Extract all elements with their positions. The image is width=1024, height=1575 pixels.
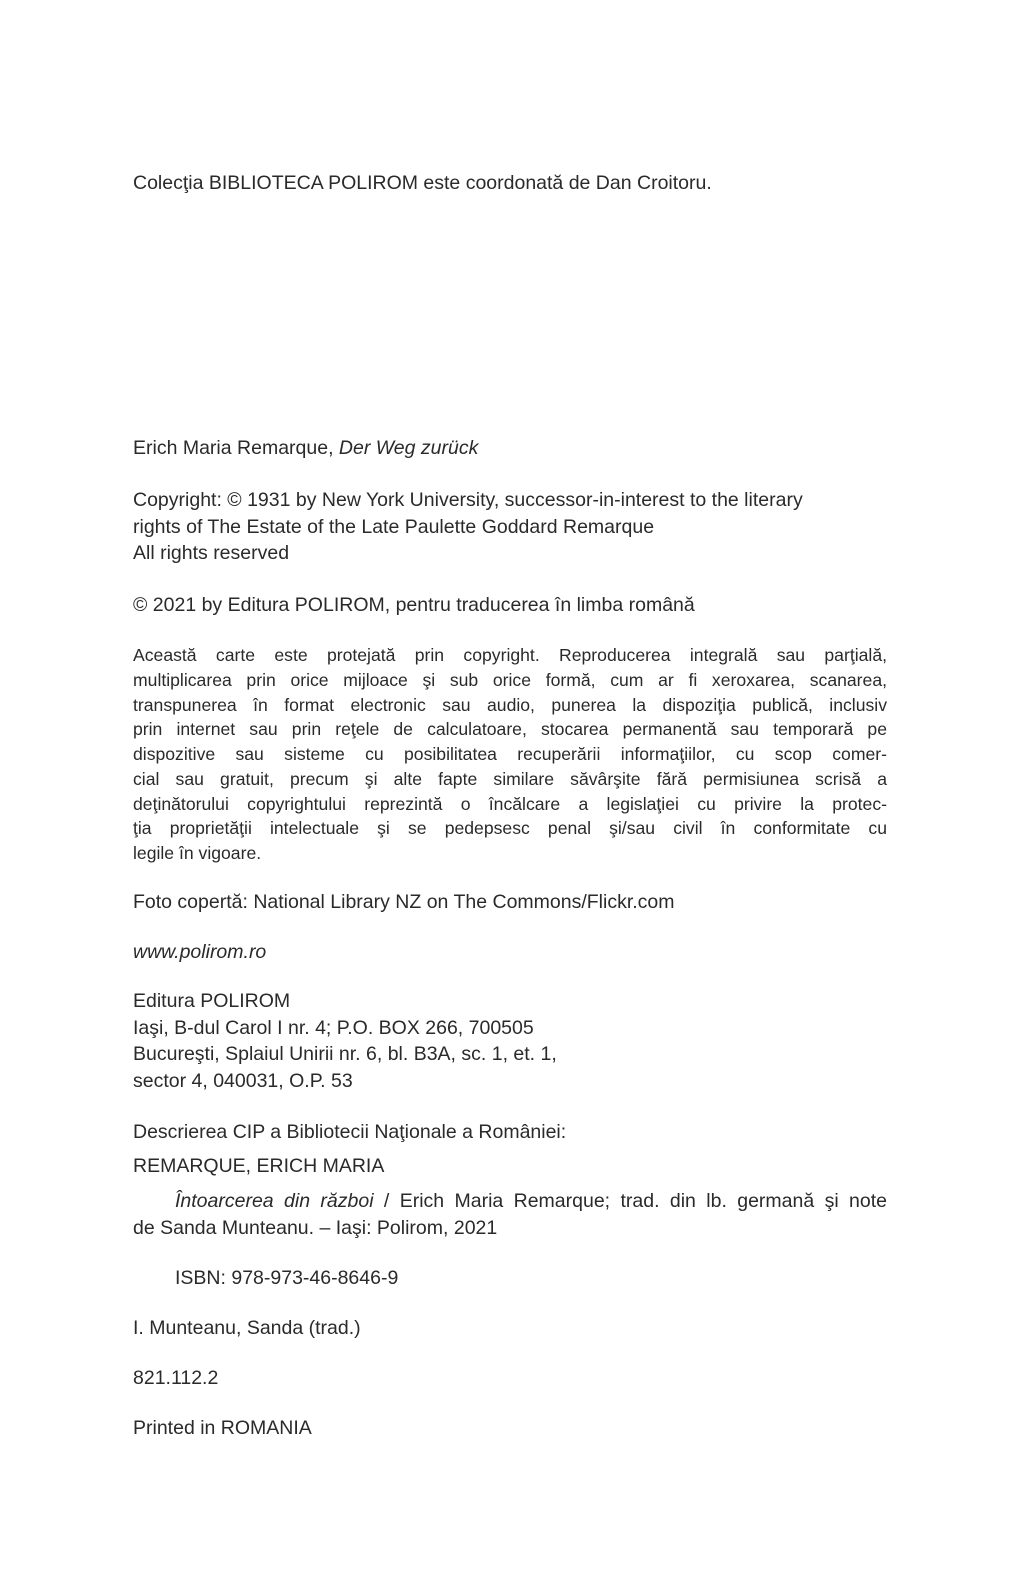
cip-title: Întoarcerea din război xyxy=(175,1190,374,1212)
original-title: Erich Maria Remarque, Der Weg zurück xyxy=(133,437,479,459)
copyright-original: Copyright: © 1931 by New York University, successor-in-interest to the literary rights of The Estate of the Late Paulette Goddard Remarque All rights reserved xyxy=(133,489,803,565)
copyright-translation: © 2021 by Editura POLIROM, pentru traducerea în limba română xyxy=(133,594,695,616)
cip-heading: Descrierea CIP a Bibliotecii Naţionale a României: xyxy=(133,1121,567,1143)
classification: 821.112.2 xyxy=(133,1367,219,1389)
cip-description: Întoarcerea din război / Erich Maria Remarque; trad. din lb. germană şi note de Sanda Munteanu. – Iaşi: Polirom, 2021 xyxy=(133,1190,887,1239)
legal-notice: Această carte este protejată prin copyright. Reproducerea integrală sau parţială, multiplicarea prin orice mijloace şi sub orice formă, cum ar fi xeroxarea, scanarea, transpunerea în format electronic sau audio, punerea la dispoziţia publică, inclusiv prin internet sau prin reţele de calculatoare, stocarea permanentă sau temporară pe dispozitive sau sisteme cu posibilitatea recuperării informaţiilor, cu scop comer- cial sau gratuit, precum şi alte fapte similare săvârşite fără permisiunea scrisă a deţinătorului copyrightului reprezintă o încălcare a legislaţiei cu privire la protec- ţia proprietăţii intelectuale şi se pedepsesc penal şi/sau civil în conformitate cu legile în vigoare. xyxy=(133,645,887,863)
cip-author: REMARQUE, ERICH MARIA xyxy=(133,1155,385,1177)
collection-note: Colecţia BIBLIOTECA POLIROM este coordonată de Dan Croitoru. xyxy=(133,172,712,194)
original-title-italic: Der Weg zurück xyxy=(338,437,479,459)
translator: I. Munteanu, Sanda (trad.) xyxy=(133,1317,361,1339)
publisher-address: Editura POLIROM Iaşi, B-dul Carol I nr. 4; P.O. BOX 266, 700505 Bucureşti, Splaiul Unirii nr. 6, bl. B3A, sc. 1, et. 1, sector 4, 040031, O.P. 53 xyxy=(133,990,557,1093)
printed-in: Printed in ROMANIA xyxy=(133,1417,312,1439)
website: www.polirom.ro xyxy=(133,941,267,963)
isbn: ISBN: 978-973-46-8646-9 xyxy=(175,1267,399,1289)
cover-photo-credit: Foto copertă: National Library NZ on The Commons/Flickr.com xyxy=(133,891,675,913)
